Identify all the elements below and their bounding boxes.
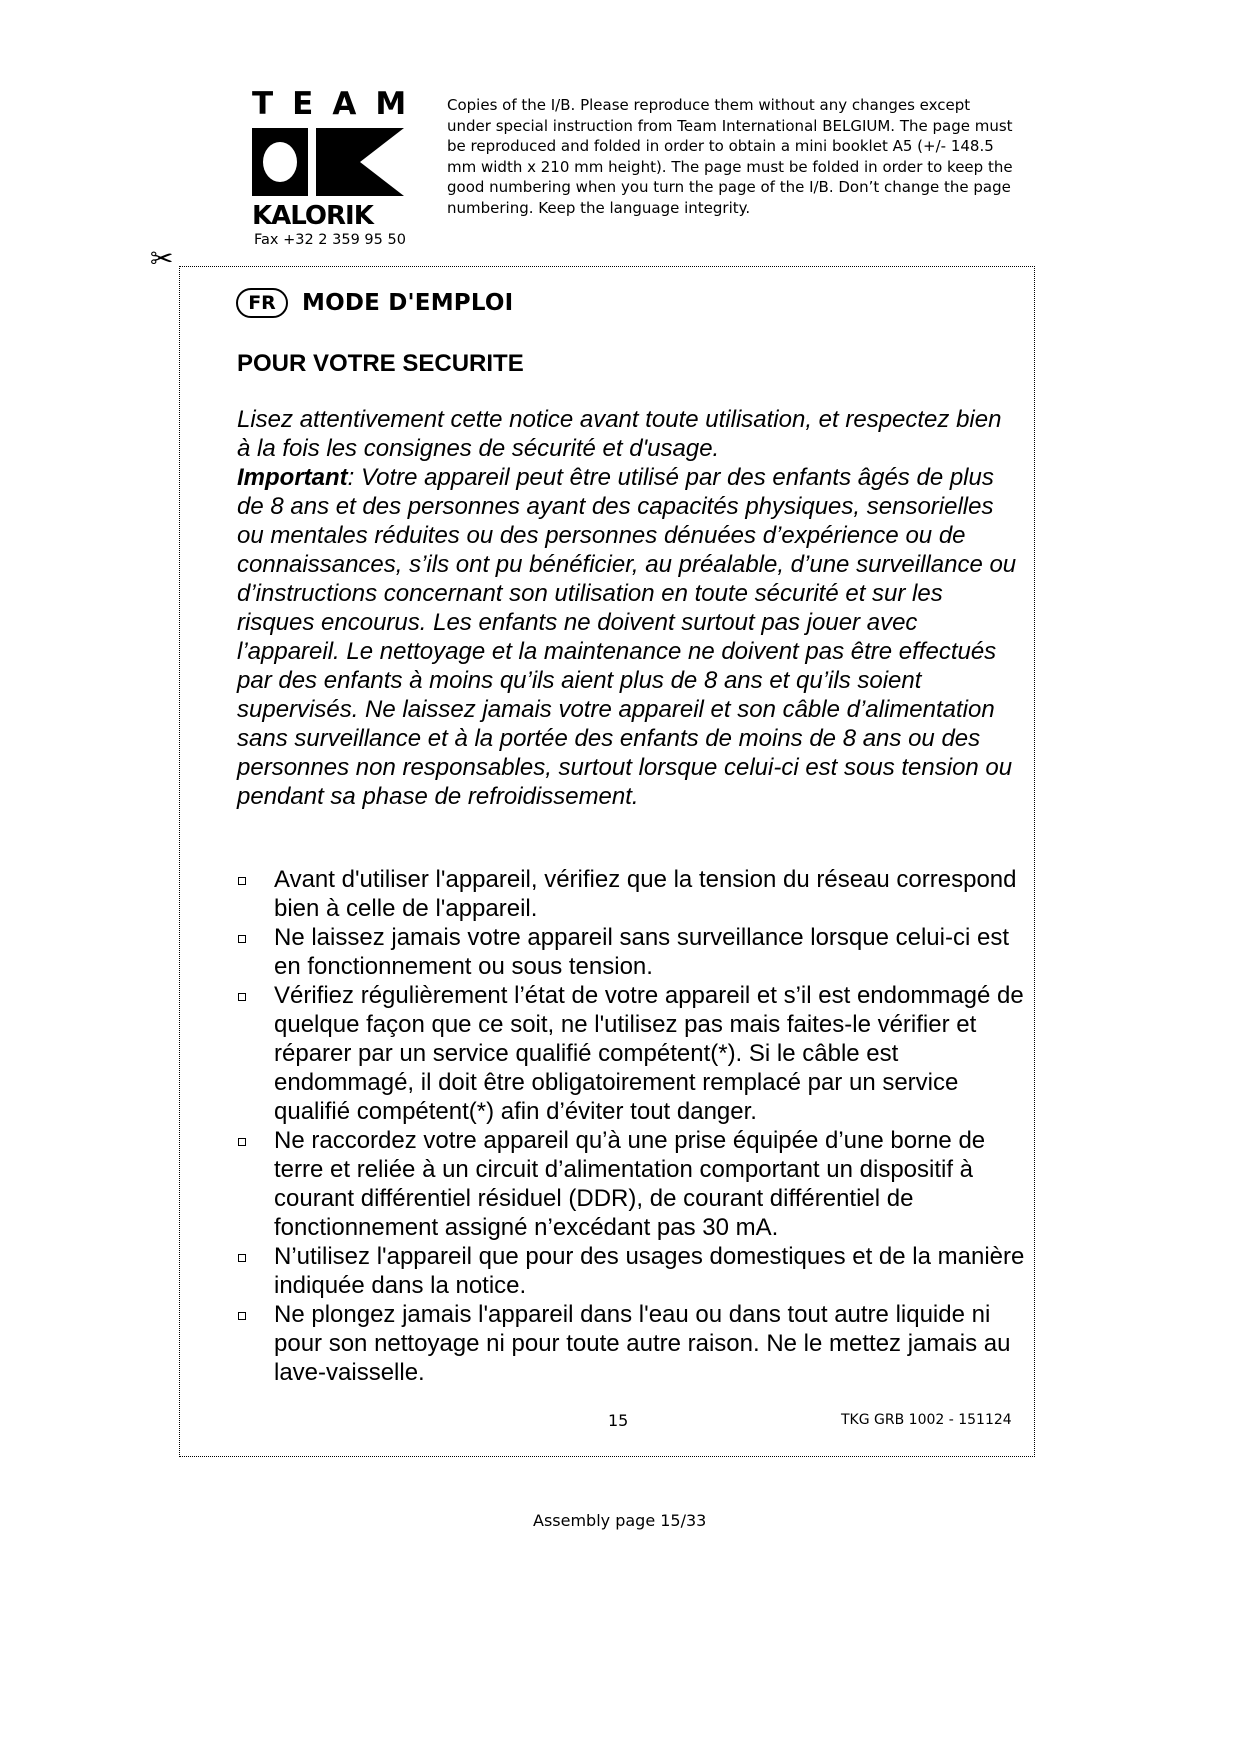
document-reference: TKG GRB 1002 - 151124 <box>841 1412 1012 1428</box>
list-item-text: Ne laissez jamais votre appareil sans surveillance lorsque celui-ci est en fonctionnement ou sous tension. <box>274 924 1009 980</box>
logo-team-text: TEAM <box>252 86 426 122</box>
scissors-icon: ✂ <box>150 242 174 275</box>
safety-bullet-list <box>237 865 1027 1387</box>
list-item-text: Ne raccordez votre appareil qu’à une prise équipée d’une borne de terre et reliée à un circuit d’alimentation comportant un dispositif à courant différentiel résiduel (DDR), de courant différentiel de fonctionnement assigné n’excédant pas 30 mA. <box>274 1127 986 1241</box>
important-label: Important <box>237 464 348 491</box>
list-item <box>237 1242 1027 1300</box>
intro-text: Lisez attentivement cette notice avant toute utilisation, et respectez bien à la fois les consignes de sécurité et d'usage. <box>237 406 1002 462</box>
section-header <box>236 288 513 318</box>
list-item <box>237 1126 1027 1242</box>
checkbox-bullet-icon <box>238 935 246 943</box>
list-item-text: N’utilisez l'appareil que pour des usages domestiques et de la manière indiquée dans la notice. <box>274 1243 1025 1299</box>
page-title: MODE D'EMPLOI <box>302 290 514 316</box>
important-text: : Votre appareil peut être utilisé par des enfants âgés de plus de 8 ans et des personnes ayant des capacités physiques, sensorielles ou mentales réduites ou des personnes dénuées d’expérience ou de connaissances, s’ils ont pu bénéficier, au préalable, d’une surveillance ou d’instructions concernant son utilisation en toute sécurité et sur les risques encourus. Les enfants ne doivent surtout pas jouer avec l’appareil. Le nettoyage et la maintenance ne doivent pas être effectués par des enfants à moins qu’ils aient plus de 8 ans et qu’ils soient supervisés. Ne laissez jamais votre appareil et son câble d’alimentation sans surveillance et à la portée des enfants de moins de 8 ans ou des personnes non responsables, surtout lorsque celui-ci est sous tension ou pendant sa phase de refroidissement. <box>237 464 1017 810</box>
list-item <box>237 865 1027 923</box>
checkbox-bullet-icon <box>238 1312 246 1320</box>
kalorik-logo <box>252 86 426 249</box>
list-item-text: Avant d'utiliser l'appareil, vérifiez que la tension du réseau correspond bien à celle de l'appareil. <box>274 866 1017 922</box>
list-item-text: Vérifiez régulièrement l’état de votre appareil et s’il est endommagé de quelque façon que ce soit, ne l'utilisez pas mais faites-le vérifier et réparer par un service qualifié compétent(*). Si le câble est endommagé, il doit être obligatoirement remplacé par un service qualifié compétent(*) afin d’éviter tout danger. <box>274 982 1024 1125</box>
list-item <box>237 923 1027 981</box>
fax-number: Fax +32 2 359 95 50 <box>254 232 406 248</box>
language-badge: FR <box>236 288 288 318</box>
checkbox-bullet-icon <box>238 1138 246 1146</box>
kalorik-k-mark-icon <box>252 128 404 196</box>
list-item <box>237 981 1027 1126</box>
list-item-text: Ne plongez jamais l'appareil dans l'eau ou dans tout autre liquide ni pour son nettoyage ni pour toute autre raison. Ne le mettez jamais au lave-vaisselle. <box>274 1301 1011 1386</box>
safety-heading: POUR VOTRE SECURITE <box>237 350 524 377</box>
checkbox-bullet-icon <box>238 1254 246 1262</box>
page-number: 15 <box>608 1411 629 1430</box>
reproduction-note: Copies of the I/B. Please reproduce them without any changes except under special instruction from Team International BELGIUM. The page must be reproduced and folded in order to obtain a mini booklet A5 (+/- 148.5 mm width x 210 mm height). The page must be folded in order to keep the good numbering when you turn the page of the I/B. Don’t change the page numbering. Keep the language integrity. <box>447 96 1013 217</box>
checkbox-bullet-icon <box>238 993 246 1001</box>
assembly-page-label: Assembly page 15/33 <box>533 1511 707 1530</box>
checkbox-bullet-icon <box>238 877 246 885</box>
logo-brand-text: KALORIK <box>252 201 373 231</box>
list-item <box>237 1300 1027 1387</box>
safety-intro <box>237 405 1017 811</box>
